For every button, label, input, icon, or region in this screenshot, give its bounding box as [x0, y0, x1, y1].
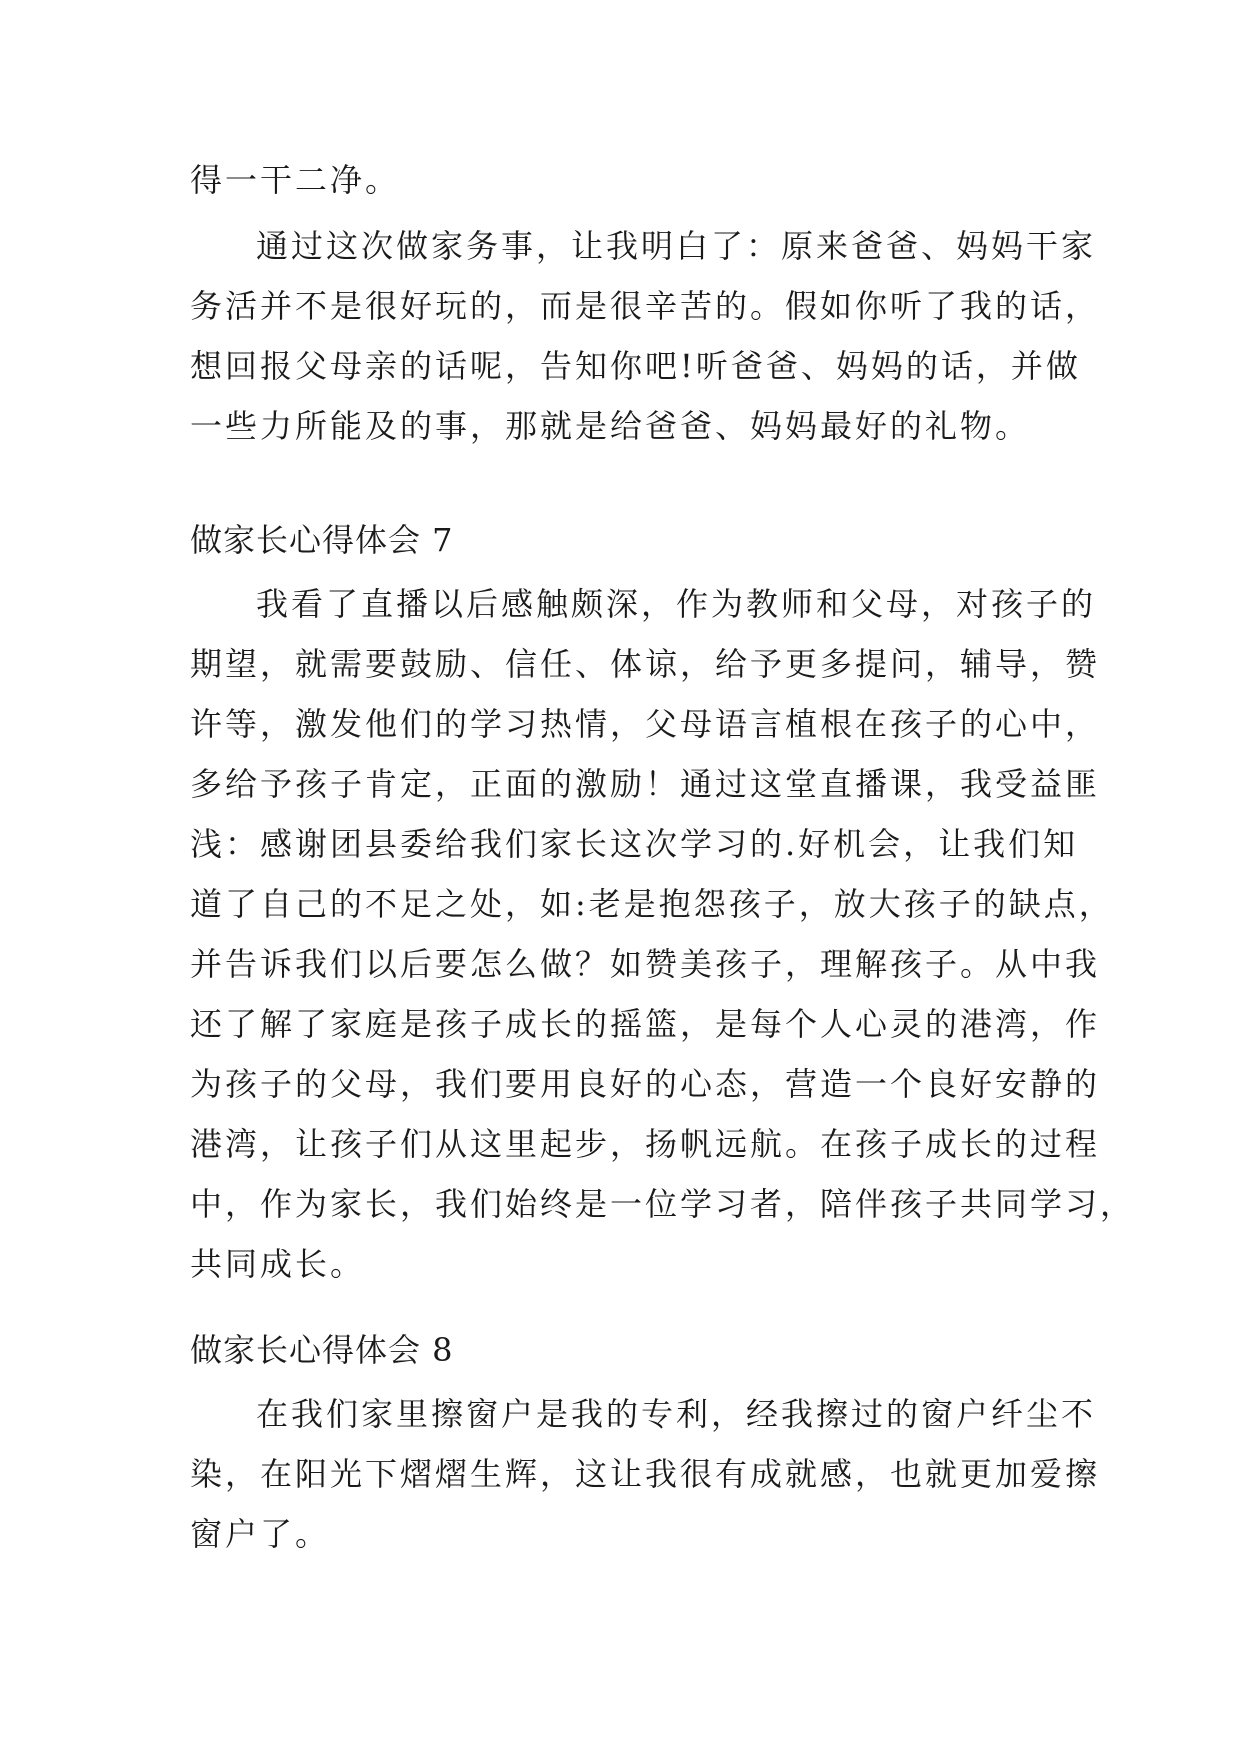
- paragraph-line: 港湾，让孩子们从这里起步，扬帆远航。在孩子成长的过程: [190, 1125, 1101, 1163]
- paragraph-line: 通过这次做家务事，让我明白了：原来爸爸、妈妈干家: [256, 227, 1097, 265]
- paragraph-line: 期望，就需要鼓励、信任、体谅，给予更多提问，辅导，赞: [190, 645, 1101, 683]
- paragraph-line: 一些力所能及的事，那就是给爸爸、妈妈最好的礼物。: [190, 407, 1031, 445]
- paragraph-line: 在我们家里擦窗户是我的专利，经我擦过的窗户纤尘不: [256, 1395, 1097, 1433]
- continuation-paragraph: [190, 150, 1060, 210]
- paragraph-line: 还了解了家庭是孩子成长的摇篮，是每个人心灵的港湾，作: [190, 1005, 1101, 1043]
- paragraph-line: 务活并不是很好玩的，而是很辛苦的。假如你听了我的话，: [190, 287, 1101, 325]
- section-7-paragraph: [190, 574, 1136, 1294]
- paragraph-line: 道了自己的不足之处，如:老是抱怨孩子，放大孩子的缺点，: [190, 885, 1114, 923]
- paragraph-line: 染，在阳光下熠熠生辉，这让我很有成就感，也就更加爱擦: [190, 1455, 1101, 1493]
- paragraph-line: 浅：感谢团县委给我们家长这次学习的.好机会，让我们知: [190, 825, 1079, 863]
- section-8-heading: 做家长心得体会 8: [190, 1331, 454, 1369]
- paragraph-line: 得一干二净。: [190, 161, 401, 199]
- paragraph-line: 多给予孩子肯定，正面的激励！通过这堂直播课，我受益匪: [190, 765, 1101, 803]
- paragraph-line: 并告诉我们以后要怎么做？如赞美孩子，理解孩子。从中我: [190, 945, 1101, 983]
- paragraph-line: 想回报父母亲的话呢，告知你吧!听爸爸、妈妈的话，并做: [190, 347, 1081, 385]
- summary-paragraph: [190, 216, 1101, 456]
- paragraph-line: 为孩子的父母，我们要用良好的心态，营造一个良好安静的: [190, 1065, 1101, 1103]
- paragraph-line: 窗户了。: [190, 1515, 331, 1553]
- paragraph-line: 我看了直播以后感触颇深，作为教师和父母，对孩子的: [256, 585, 1097, 623]
- paragraph-line: 共同成长。: [190, 1245, 366, 1283]
- section-8-paragraph: [190, 1384, 1101, 1564]
- paragraph-line: 中，作为家长，我们始终是一位学习者，陪伴孩子共同学习，: [190, 1185, 1136, 1223]
- section-7-heading: 做家长心得体会 7: [190, 521, 454, 559]
- paragraph-line: 许等，激发他们的学习热情，父母语言植根在孩子的心中，: [190, 705, 1101, 743]
